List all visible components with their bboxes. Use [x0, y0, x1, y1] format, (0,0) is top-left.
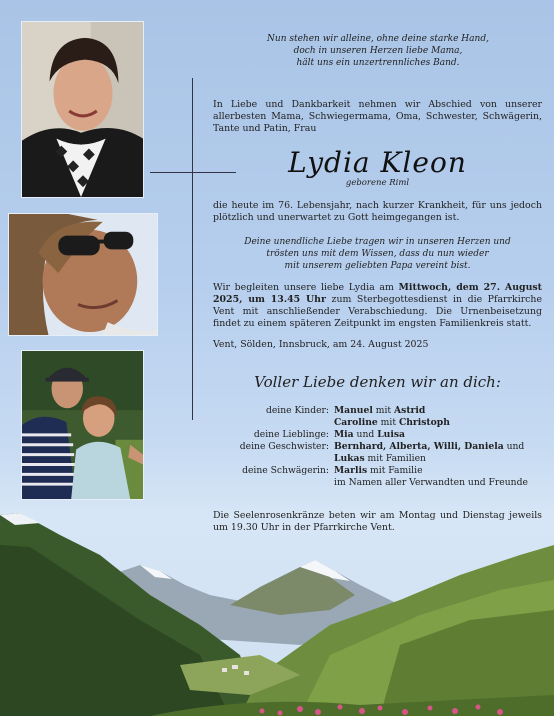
funeral-text-2: zum Sterbegottesdienst in die Pfarrkirche Vent mit anschließender Verabschiedung. Die Urnenbeisetzung findet zu einem späteren Zeitpunkt im engsten Familienkreis statt.: [213, 294, 543, 330]
family-member: Mia: [334, 429, 354, 440]
family-member: Marlis: [334, 465, 368, 476]
deceased-name: Lydia Kleon: [288, 146, 467, 179]
family-label: deine Geschwister:: [239, 441, 329, 452]
family-row-sister-in-law: [213, 465, 543, 477]
family-label: deine Kinder:: [265, 405, 329, 416]
funeral-details: [213, 282, 542, 330]
verse-line: mit unserem geliebten Papa vereint bist.: [284, 261, 471, 271]
cross-vertical: [192, 78, 193, 420]
portrait-photo-2: [8, 213, 158, 336]
family-connector: und: [353, 429, 378, 440]
love-verse: [213, 236, 542, 272]
family-row-children: [213, 405, 543, 417]
family-member: Christoph: [398, 417, 450, 428]
family-row-siblings-2: [213, 453, 543, 465]
family-label: deine Lieblinge:: [253, 429, 329, 440]
family-connector: mit Familie: [367, 465, 423, 476]
death-notice-text: die heute im 76. Lebensjahr, nach kurzer Krankheit, für uns jedoch plötzlich und unerwartet zu Gott heimgegangen ist.: [213, 200, 542, 224]
relatives-line: im Namen aller Verwandten und Freunde: [334, 477, 528, 488]
family-member: Caroline: [334, 417, 378, 428]
family-row-siblings: [213, 441, 543, 453]
poem-line: Nun stehen wir alleine, ohne deine starke Hand,: [267, 34, 489, 44]
maiden-name: geborene Riml: [345, 178, 410, 188]
family-member: Bernhard, Alberta, Willi, Daniela: [334, 441, 504, 452]
family-member: Manuel: [334, 405, 373, 416]
place-date: Vent, Sölden, Innsbruck, am 24. August 2025: [213, 339, 429, 350]
family-connector: mit: [377, 417, 399, 428]
opening-poem: [225, 33, 531, 69]
intro-text: In Liebe und Dankbarkeit nehmen wir Abschied von unserer allerbesten Mama, Schwiegermama, Oma, Schwester, Schwägerin, Tante und Patin, Frau: [213, 99, 542, 135]
rosary-notice: Die Seelenrosenkränze beten wir am Montag und Dienstag jeweils um 19.30 Uhr in der Pfarrkirche Vent.: [213, 510, 542, 534]
family-row-grandchildren: [213, 429, 543, 441]
poem-line: doch in unseren Herzen liebe Mama,: [293, 46, 463, 56]
family-row-children-2: [213, 417, 543, 429]
family-row-relatives: [213, 477, 543, 489]
mourners-heading: Voller Liebe denken wir an dich:: [254, 373, 501, 391]
couple-photo: [21, 350, 144, 500]
poem-line: hält uns ein unzertrennliches Band.: [296, 58, 460, 68]
family-connector: mit: [372, 405, 395, 416]
mountain-landscape: [0, 505, 554, 716]
family-member: Astrid: [394, 405, 426, 416]
family-connector: und: [503, 441, 525, 452]
family-label: deine Schwägerin:: [242, 465, 329, 476]
portrait-photo-1: [21, 21, 144, 198]
funeral-text-1: Wir begleiten unsere liebe Lydia am: [213, 282, 399, 293]
family-member: Lukas: [334, 453, 365, 464]
verse-line: trösten uns mit dem Wissen, dass du nun wieder: [266, 249, 489, 259]
family-list: [213, 405, 543, 489]
family-connector: mit Familien: [364, 453, 426, 464]
funeral-date: Mittwoch, dem 27. August 2025, um 13.45 Uhr: [213, 282, 543, 306]
family-member: Luisa: [377, 429, 405, 440]
verse-line: Deine unendliche Liebe tragen wir in unseren Herzen und: [244, 237, 511, 247]
